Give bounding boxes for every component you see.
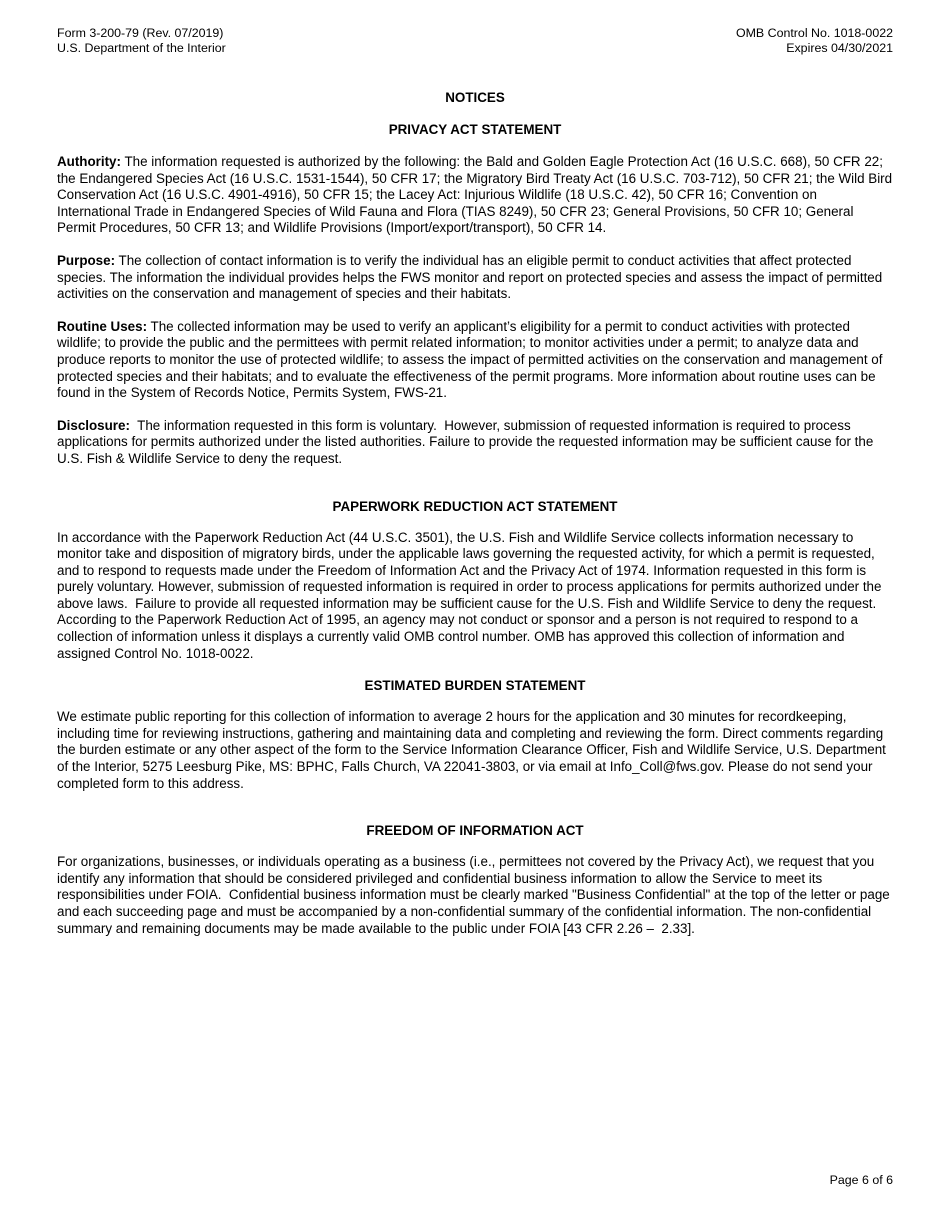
page-number: Page 6 of 6 — [829, 1173, 893, 1187]
authority-text: The information requested is authorized by the following: the Bald and Golden Eagle Protection Act (16 U.S.C. 668), 50 CFR 22; the Endangered Species Act (16 U.S.C. 1531-1544), 50 CFR 17; the Migratory Bird Treaty Act (16 U.S.C. 703-712), 50 CFR 21; the Wild Bird Conservation Act (16 U.S.C. 4901-4916), 50 CFR 15; the Lacey Act: Injurious Wildlife (18 U.S.C. 42), 50 CFR 16; Convention on International Trade in Endangered Species of Wild Fauna and Flora (TIAS 8249), 50 CFR 23; General Provisions, 50 CFR 10; General Permit Procedures, 50 CFR 13; and Wildlife Provisions (Import/export/transport), 50 CFR 14. — [57, 154, 893, 236]
authority-paragraph — [57, 154, 893, 237]
omb-control-number: OMB Control No. 1018-0022 — [735, 26, 893, 40]
purpose-label: Purpose: — [57, 252, 116, 268]
routine-uses-text: The collected information may be used to verify an applicant’s eligibility for a permit to conduct activities with protected wildlife; to provide the public and the permittees with permit related information; to monitor activities under a permit; to analyze data and produce reports to monitor the use of protected wildlife; to assess the impact of permitted activities on the conservation and management of protected species and their habitats; and to evaluate the effectiveness of the permit programs. More information about routine uses can be found in the System of Records Notice, Permits System, FWS-21. — [57, 318, 883, 401]
page-header-right — [736, 26, 893, 56]
notices-content — [57, 90, 893, 937]
disclosure-text: The information requested in this form is voluntary. However, submission of requested information is required to process applications for permits authorized under the listed authorities. Failure to provide the requested information may be sufficient cause for the U.S. Fish & Wildlife Service to deny the request. — [57, 417, 878, 466]
foia-heading: FREEDOM OF INFORMATION ACT — [366, 823, 584, 839]
purpose-text: The collection of contact information is to verify the individual has an eligible permit to conduct activities that affect protected species. The information the individual provides helps the FWS monitor and report on protected species and assess the impact of permitted activities on the conservation and management of species and their habitats. — [57, 252, 883, 302]
routine-uses-paragraph — [57, 319, 893, 402]
form-number: Form 3-200-79 (Rev. 07/2019) — [57, 26, 224, 40]
page-header-left — [57, 26, 226, 56]
disclosure-paragraph — [57, 418, 893, 468]
burden-statement-heading: ESTIMATED BURDEN STATEMENT — [364, 678, 586, 694]
department-name: U.S. Department of the Interior — [57, 41, 226, 55]
paperwork-reduction-text: In accordance with the Paperwork Reduction Act (44 U.S.C. 3501), the U.S. Fish and Wildlife Service collects information necessary to monitor take and disposition of migratory birds, under the applicable laws governing the requested activity, for which a permit is requested, and to respond to requests made under the Freedom of Information Act and the Privacy Act of 1974. Information requested in this form is purely voluntary. However, submission of requested information is required in order to process applications for permits authorized under the above laws. Failure to provide all requested information may be sufficient cause for the U.S. Fish and Wildlife Service to deny the request. According to the Paperwork Reduction Act of 1995, an agency may not conduct or sponsor and a person is not required to respond to a collection of information unless it displays a currently valid OMB control number. OMB has approved this collection of information and assigned Control No. 1018-0022. — [57, 529, 886, 661]
routine-uses-label: Routine Uses: — [57, 318, 148, 334]
foia-text: For organizations, businesses, or individuals operating as a business (i.e., permittees not covered by the Privacy Act), we request that you identify any information that should be considered privileged and confidential business information to allow the Service to meet its responsibilities under FOIA. Confidential business information must be clearly marked "Business Confidential" at the top of the letter or page and each succeeding page and must be accompanied by a non-confidential summary of the confidential information. The non-confidential summary and remaining documents may be made available to the public under FOIA [43 CFR 2.26 – 2.33]. — [57, 854, 894, 936]
paperwork-reduction-heading: PAPERWORK REDUCTION ACT STATEMENT — [332, 498, 618, 514]
disclosure-label: Disclosure: — [57, 417, 130, 433]
privacy-act-heading: PRIVACY ACT STATEMENT — [388, 122, 562, 137]
purpose-paragraph — [57, 253, 893, 303]
expiration-date: Expires 04/30/2021 — [786, 41, 893, 55]
burden-statement-text: We estimate public reporting for this collection of information to average 2 hours for the application and 30 minutes for recordkeeping, including time for reviewing instructions, gathering and maintaining data and completing and reviewing the form. Direct comments regarding the burden estimate or any other aspect of the form to the Service Information Clearance Officer, Fish and Wildlife Service, U.S. Department of the Interior, 5275 Leesburg Pike, MS: BPHC, Falls Church, VA 22041-3803, or via email at Info_Coll@fws.gov. Please do not send your completed form to this address. — [57, 709, 886, 791]
authority-label: Authority: — [57, 154, 121, 169]
notices-title: NOTICES — [445, 90, 505, 105]
